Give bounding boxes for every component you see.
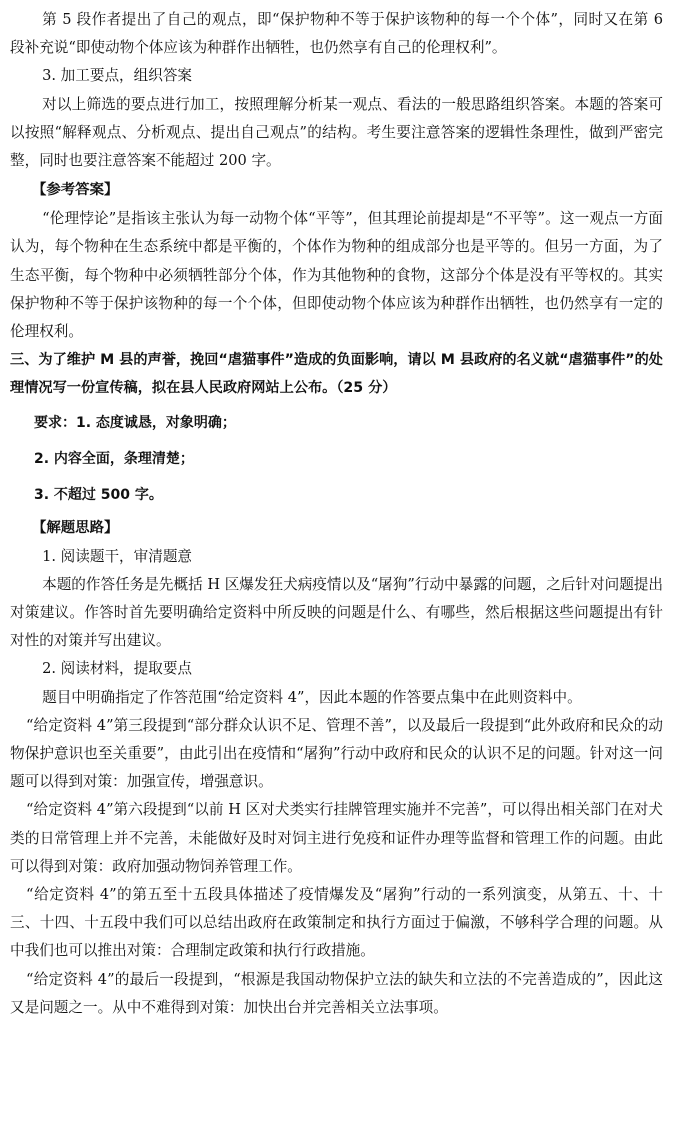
step-heading-process-points: 3. 加工要点，组织答案 bbox=[42, 67, 193, 85]
requirement-item-2: 2. 内容全面，条理清楚； bbox=[34, 450, 194, 467]
paragraph-material-four-last: “给定资料 4”的最后一段提到，“根源是我国动物保护立法的缺失和立法的不完善造成的”，因此这又是问题之一。从中不难得到对策：加快出台并完善相关立法事项。 bbox=[10, 970, 663, 1016]
step-heading-read-question: 1. 阅读题干，审清题意 bbox=[42, 547, 193, 565]
paragraph-organize-answer: 对以上筛选的要点进行加工，按照理解分析某一观点、看法的一般思路组织答案。本题的答案可以按照“解释观点、分析观点、提出自己观点”的结构。考生要注意答案的逻辑性条理性，做到严密完整，同时也要注意答案不能超过 200 字。 bbox=[10, 95, 663, 170]
requirement-item-3: 3. 不超过 500 字。 bbox=[34, 486, 163, 503]
requirement-item-1: 要求：1. 态度诚恳，对象明确； bbox=[34, 414, 236, 431]
paragraph-author-viewpoint: 第 5 段作者提出了自己的观点，即“保护物种不等于保护该物种的每一个个体”，同时又在第 6 段补充说“即使动物个体应该为种群作出牺牲，也仍然享有自己的伦理权利”。 bbox=[10, 11, 663, 57]
solution-approach-heading: 【解题思路】 bbox=[32, 519, 119, 536]
question-three-title: 三、为了维护 M 县的声誉，挽回“虐猫事件”造成的负面影响，请以 M 县政府的名义就“虐猫事件”的处理情况写一份宣传稿，拟在县人民政府网站上公布。（25 分） bbox=[10, 352, 663, 397]
paragraph-material-four-third: “给定资料 4”第三段提到“部分群众认识不足、管理不善”，以及最后一段提到“此外政府和民众的动物保护意识也至关重要”，由此引出在疫情和“屠狗”行动中政府和民众的认识不足的问题。针对这一问题可以得到对策：加强宣传，增强意识。 bbox=[10, 716, 663, 791]
paragraph-material-four-fifth-to-fifteenth: “给定资料 4”的第五至十五段具体描述了疫情爆发及“屠狗”行动的一系列演变，从第五、十、十三、十四、十五段中我们可以总结出政府在政策制定和执行方面过于偏激，不够科学合理的问题。从中我们也可以推出对策：合理制定政策和执行行政措施。 bbox=[10, 886, 663, 960]
reference-answer-heading: 【参考答案】 bbox=[32, 182, 119, 199]
paragraph-answer-scope: 题目中明确指定了作答范围“给定资料 4”，因此本题的作答要点集中在此则资料中。 bbox=[42, 688, 582, 706]
paragraph-material-four-sixth: “给定资料 4”第六段提到“以前 H 区对犬类实行挂牌管理实施并不完善”，可以得出相关部门在对犬类的日常管理上并不完善，未能做好及时对饲主进行免疫和证件办理等监督和管理工作的问题。由此可以得到对策：政府加强动物饲养管理工作。 bbox=[10, 801, 663, 875]
paragraph-task-description: 本题的作答任务是先概括 H 区爆发狂犬病疫情以及“屠狗”行动中暴露的问题，之后针对问题提出对策建议。作答时首先要明确给定资料中所反映的问题是什么、有哪些，然后根据这些问题提出有针对性的对策并写出建议。 bbox=[10, 575, 663, 650]
reference-answer-text: “伦理悖论”是指该主张认为每一动物个体“平等”，但其理论前提却是“不平等”。这一观点一方面认为，每个物种在生态系统中都是平衡的，个体作为物种的组成部分也是平等的。但另一方面，为了生态平衡，每个物种中必须牺牲部分个体，作为其他物种的食物，这部分个体是没有平等权的。其实保护物种不等于保护该物种的每一个个体，但即使动物个体应该为种群作出牺牲，也仍然享有一定的伦理权利。 bbox=[10, 210, 663, 341]
step-heading-read-material: 2. 阅读材料，提取要点 bbox=[42, 660, 193, 678]
